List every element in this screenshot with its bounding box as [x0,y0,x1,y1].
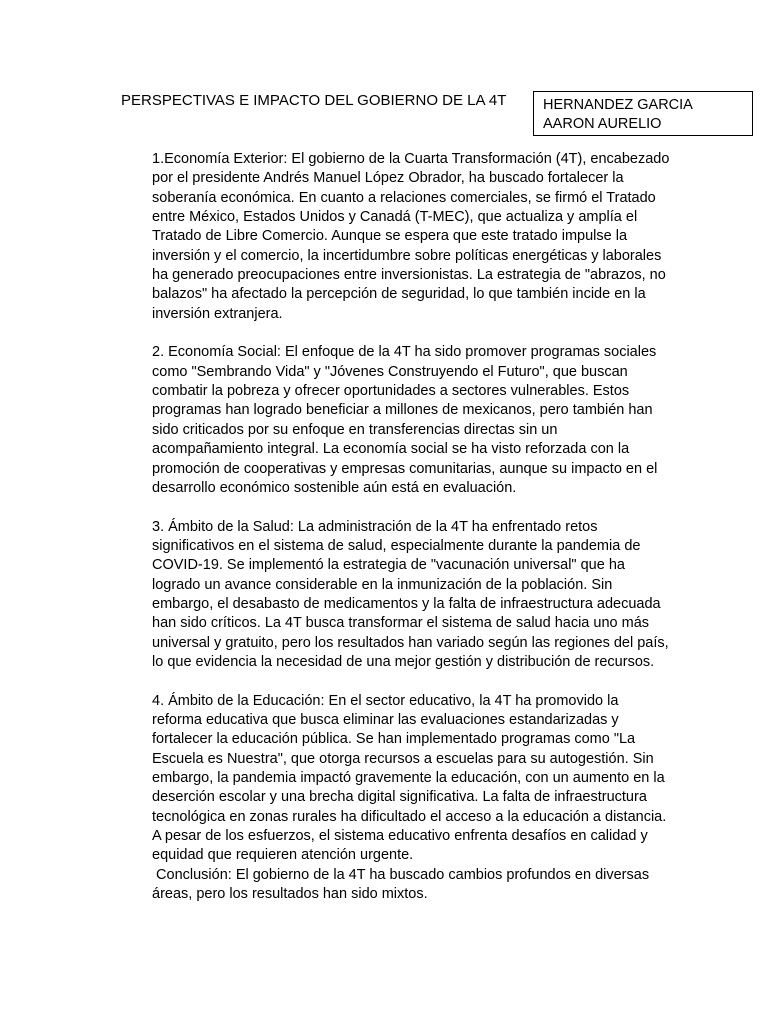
document-body [152,150,672,904]
paragraph-conclusion: Conclusión: El gobierno de la 4T ha buscado cambios profundos en diversas áreas, pero los resultados han sido mixtos. [152,866,654,903]
paragraph-ambito-salud: 3. Ámbito de la Salud: La administración de la 4T ha enfrentado retos significativos en el sistema de salud, especialmente durante la pandemia de COVID-19. Se implementó la estrategia de "vacunación universal" que ha logrado un avance considerable en la inmunización de la población. Sin embargo, el desabasto de medicamentos y la falta de infraestructura adecuada han sido críticos. La 4T busca transformar el sistema de salud hacia uno más universal y gratuito, pero los resultados han variado según las regiones del país, lo que evidencia la necesidad de una mejor gestión y distribución de recursos. [152,518,673,670]
document-title: PERSPECTIVAS E IMPACTO DEL GOBIERNO DE LA 4T [121,92,507,109]
paragraph-economia-exterior: 1.Economía Exterior: El gobierno de la Cuarta Transformación (4T), encabezado por el presidente Andrés Manuel López Obrador, ha buscado fortalecer la soberanía económica. En cuanto a relaciones comerciales, se firmó el Tratado entre México, Estados Unidos y Canadá (T-MEC), que actualiza y amplía el Tratado de Libre Comercio. Aunque se espera que este tratado impulse la inversión y el comercio, la incertidumbre sobre políticas energéticas y laborales ha generado preocupaciones entre inversionistas. La estrategia de "abrazos, no balazos" ha afectado la percepción de seguridad, lo que también incide en la inversión extranjera. [152,151,674,322]
paragraph-economia-social: 2. Economía Social: El enfoque de la 4T ha sido promover programas sociales como "Sembrando Vida" y "Jóvenes Construyendo el Futuro", que buscan combatir la pobreza y ofrecer oportunidades a sectores vulnerables. Estos programas han logrado beneficiar a millones de mexicanos, pero también han sido criticados por su enfoque en transferencias directas sin un acompañamiento integral. La economía social se ha visto reforzada con la promoción de cooperativas y empresas comunitarias, aunque su impacto en el desarrollo económico sostenible aún está en evaluación. [152,344,662,496]
paragraph-ambito-educacion: 4. Ámbito de la Educación: En el sector educativo, la 4T ha promovido la reforma educativa que busca eliminar las evaluaciones estandarizadas y fortalecer la educación pública. Se han implementado programas como "La Escuela es Nuestra", que otorga recursos a escuelas para su autogestión. Sin embargo, la pandemia impactó gravemente la educación, con un aumento en la deserción escolar y una brecha digital significativa. La falta de infraestructura tecnológica en zonas rurales ha dificultado el acceso a la educación a distancia. A pesar de los esfuerzos, el sistema educativo enfrenta desafíos en calidad y equidad que requieren atención urgente. [152,692,670,864]
author-name-box: HERNANDEZ GARCIA AARON AURELIO [533,91,753,136]
